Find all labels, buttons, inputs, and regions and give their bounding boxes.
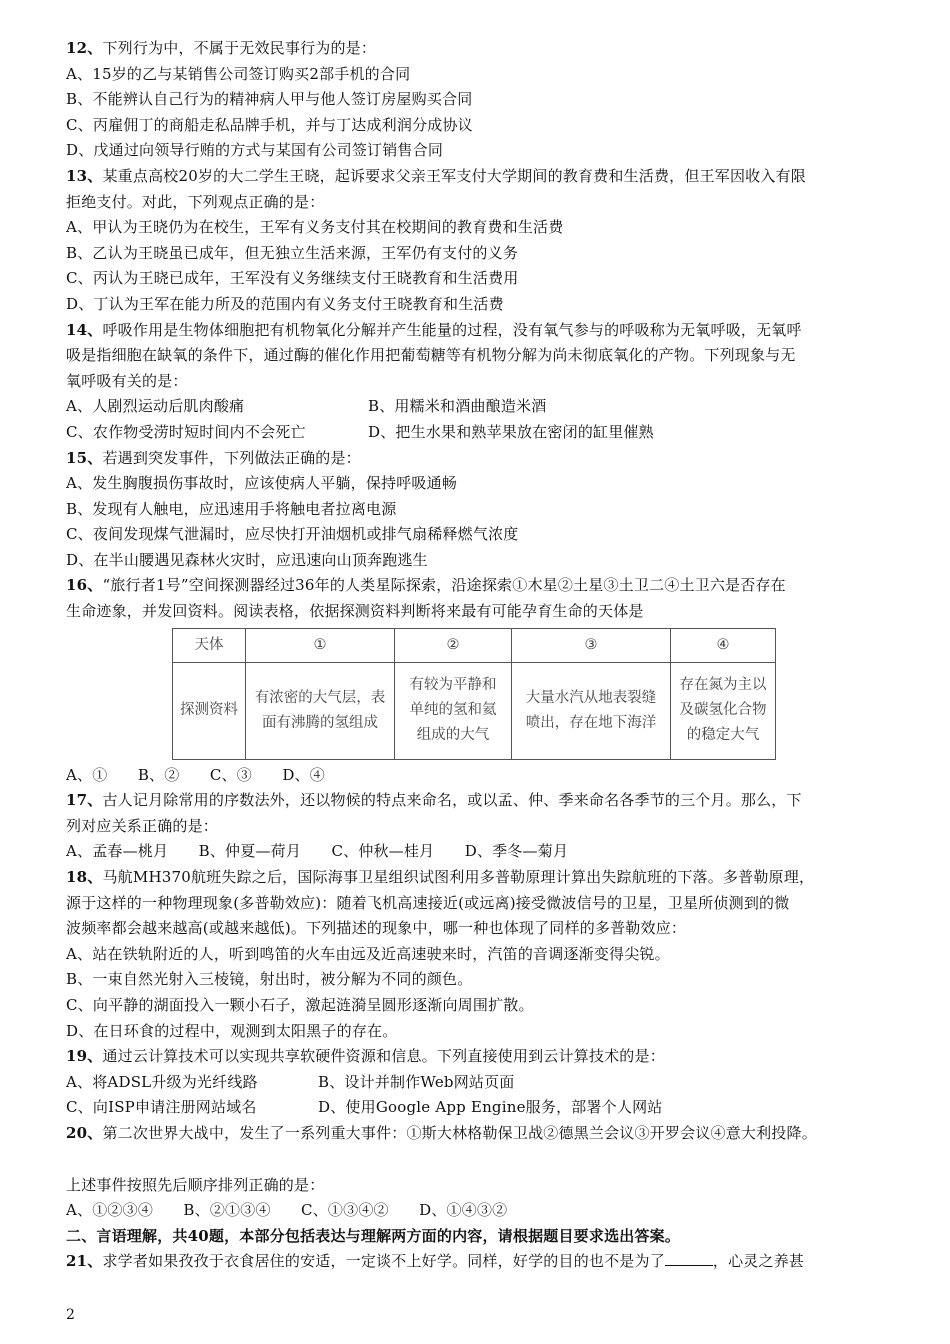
question-13-option-b[interactable]: B、乙认为王晓虽已成年，但无独立生活来源，王军仍有支付的义务: [66, 243, 519, 262]
question-15-option-b[interactable]: B、发现有人触电，应迅速用手将触电者拉离电源: [66, 499, 397, 518]
question-18-option-a[interactable]: A、站在铁轨附近的人，听到鸣笛的火车由远及近高速驶来时，汽笛的音调逐渐变得尖锐。: [66, 944, 670, 963]
question-15-option-d[interactable]: D、在半山腰遇见森林火灾时，应迅速向山顶奔跑逃生: [66, 550, 428, 569]
question-20-stem: 20、第二次世界大战中，发生了一系列重大事件：①斯大林格勒保卫战②德黑兰会议③开罗会议④意大利投降。: [66, 1123, 817, 1142]
question-13-option-a[interactable]: A、甲认为王晓仍为在校生，王军有义务支付其在校期间的教育费和生活费: [66, 218, 564, 237]
question-13-stem-line: 拒绝支付。对此，下列观点正确的是：: [66, 192, 325, 211]
table-header-4: ④: [671, 628, 776, 662]
question-19-option-c[interactable]: C、向ISP申请注册网站域名: [66, 1098, 257, 1117]
question-12-option-d[interactable]: D、戊通过向领导行贿的方式与某国有公司签订销售合同: [66, 141, 444, 160]
question-16-stem-line: 生命迹象，并发回资料。阅读表格，依据探测资料判断将来最有可能孕育生命的天体是: [66, 602, 644, 621]
question-18-stem-line: 波频率都会越来越高(或越来越低)。下列描述的现象中，哪一种也体现了同样的多普勒效应：: [66, 919, 687, 938]
question-19-stem: 19、通过云计算技术可以实现共享软硬件资源和信息。下列直接使用到云计算技术的是：: [66, 1047, 665, 1066]
question-16-options[interactable]: A、① B、② C、③ D、④: [66, 765, 325, 784]
question-19-options-row: [66, 1095, 886, 1121]
exam-page: [66, 36, 886, 1275]
question-15-option-c[interactable]: C、夜间发现煤气泄漏时，应尽快打开油烟机或排气扇稀释燃气浓度: [66, 525, 519, 544]
section-2-heading: 二、言语理解，共40题，本部分包括表达与理解两方面的内容，请根据题目要求选出答案。: [66, 1226, 681, 1245]
question-14-options-row: [66, 420, 886, 446]
table-cell-2: 有较为平静和 单纯的氢和氦 组成的大气: [395, 662, 512, 759]
question-14-option-d[interactable]: D、把生水果和熟苹果放在密闭的缸里催熟: [368, 422, 654, 441]
question-19-option-a[interactable]: A、将ADSL升级为光纤线路: [66, 1072, 258, 1091]
question-12-option-c[interactable]: C、丙雇佣丁的商船走私品牌手机，并与丁达成利润分成协议: [66, 115, 473, 134]
question-21-stem: 21、求学者如果孜孜于衣食居住的安适，一定谈不上好学。同样，好学的目的也不是为了 ，心灵之养甚: [66, 1252, 805, 1271]
celestial-data-table: [172, 628, 776, 760]
question-19-options-row: [66, 1070, 886, 1096]
question-20-stem-line: 上述事件按照先后顺序排列正确的是：: [66, 1175, 325, 1194]
blank-line: [66, 1147, 886, 1173]
table-cell-4: 存在氮为主以 及碳氢化合物 的稳定大气: [671, 662, 776, 759]
question-14-option-b[interactable]: B、用糯米和酒曲酿造米酒: [368, 397, 547, 416]
question-18-option-c[interactable]: C、向平静的湖面投入一颗小石子，激起涟漪呈圆形逐渐向周围扩散。: [66, 996, 534, 1014]
table-cell-1: 有浓密的大气层，表 面有沸腾的氢组成: [246, 662, 395, 759]
table-row-label: 探测资料: [173, 662, 246, 759]
table-header-celestial: 天体: [173, 628, 246, 662]
question-13-stem: 13、某重点高校20岁的大二学生王晓，起诉要求父亲王军支付大学期间的教育费和生活费，但王军因收入有限: [66, 166, 806, 185]
question-19-option-d[interactable]: D、使用Google App Engine服务，部署个人网站: [318, 1098, 663, 1117]
question-16-stem: 16、“旅行者1号”空间探测器经过36年的人类星际探索，沿途探索①木星②土星③土卫二④土卫六是否存在: [66, 576, 786, 595]
question-13-option-c[interactable]: C、丙认为王晓已成年，王军没有义务继续支付王晓教育和生活费用: [66, 269, 519, 288]
question-20-options[interactable]: A、①②③④ B、②①③④ C、①③④② D、①④③②: [66, 1201, 508, 1220]
question-15-option-a[interactable]: A、发生胸腹损伤事故时，应该使病人平躺，保持呼吸通畅: [66, 474, 458, 493]
table-header-3: ③: [512, 628, 671, 662]
question-18-option-d[interactable]: D、在日环食的过程中，观测到太阳黑子的存在。: [66, 1021, 398, 1040]
question-14-stem: 14、呼吸作用是生物体细胞把有机物氧化分解并产生能量的过程，没有氧气参与的呼吸称为无氧呼吸，无氧呼: [66, 320, 802, 339]
question-14-stem-line: 氧呼吸有关的是：: [66, 371, 188, 390]
question-12-option-a[interactable]: A、15岁的乙与某销售公司签订购买2部手机的合同: [66, 64, 411, 83]
question-17-options[interactable]: A、孟春—桃月 B、仲夏—荷月 C、仲秋—桂月 D、季冬—菊月: [66, 842, 569, 861]
question-18-option-b[interactable]: B、一束自然光射入三棱镜，射出时，被分解为不同的颜色。: [66, 970, 473, 989]
table-header-1: ①: [246, 628, 395, 662]
question-15-stem: 15、若遇到突发事件，下列做法正确的是：: [66, 448, 361, 467]
table-header-2: ②: [395, 628, 512, 662]
question-12-option-b[interactable]: B、不能辨认自己行为的精神病人甲与他人签订房屋购买合同: [66, 90, 473, 109]
question-14-option-a[interactable]: A、人剧烈运动后肌肉酸痛: [66, 397, 245, 416]
question-18-stem-line: 源于这样的一种物理现象(多普勒效应)：随着飞机高速接近(或远离)接受微波信号的卫星，卫星所侦测到的微: [66, 893, 790, 912]
question-19-option-b[interactable]: B、设计并制作Web网站页面: [318, 1072, 515, 1091]
question-12-stem: 12、下列行为中，不属于无效民事行为的是：: [66, 39, 377, 57]
question-18-stem: 18、马航MH370航班失踪之后，国际海事卫星组织试图利用多普勒原理计算出失踪航班的下落。多普勒原理，: [66, 868, 815, 887]
question-14-options-row: [66, 394, 886, 420]
question-14-stem-line: 吸是指细胞在缺氧的条件下，通过酶的催化作用把葡萄糖等有机物分解为尚未彻底氧化的产物。下列现象与无: [66, 346, 796, 365]
question-17-stem-line: 列对应关系正确的是：: [66, 816, 219, 835]
question-17-stem: 17、古人记月除常用的序数法外，还以物候的特点来命名，或以孟、仲、季来命名各季节的三个月。那么，下: [66, 791, 802, 810]
table-cell-3: 大量水汽从地表裂缝 喷出，存在地下海洋: [512, 662, 671, 759]
question-13-option-d[interactable]: D、丁认为王军在能力所及的范围内有义务支付王晓教育和生活费: [66, 294, 504, 313]
question-14-option-c[interactable]: C、农作物受涝时短时间内不会死亡: [66, 422, 306, 441]
page-number: 2: [66, 1307, 75, 1323]
fill-in-blank[interactable]: [665, 1251, 713, 1266]
